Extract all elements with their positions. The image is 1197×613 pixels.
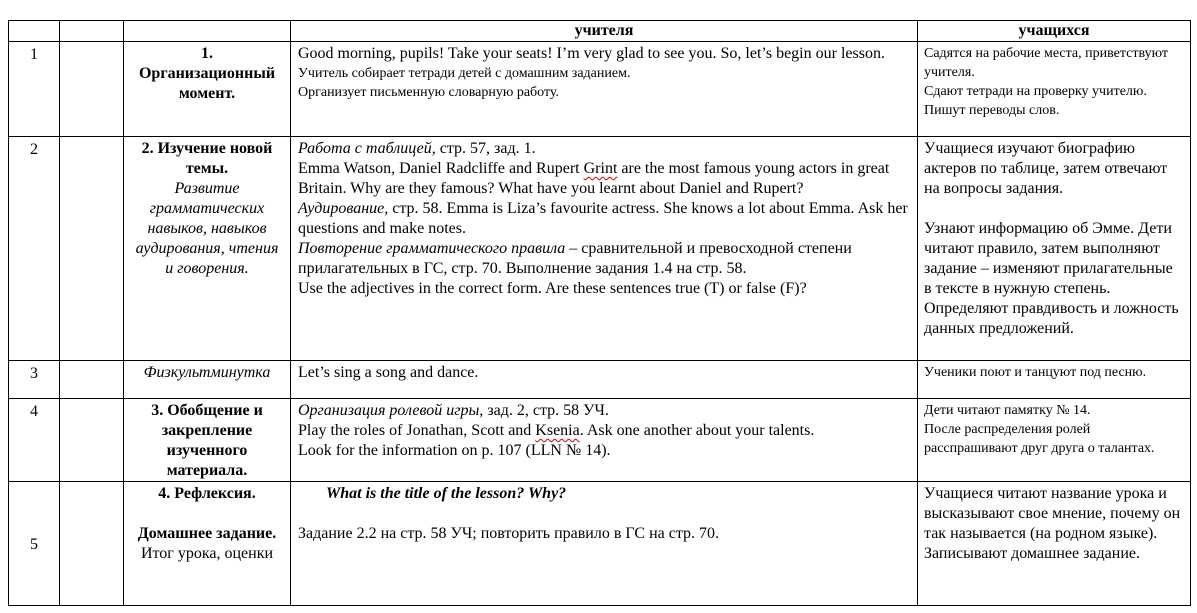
teacher-text: Use the adjectives in the correct form. Are these sentences true (T) or false (F)? [298,280,807,297]
table-row [9,137,1191,361]
table-row [9,482,1191,606]
blank-cell [60,42,124,137]
stage-title: 3. Обобщение и закрепление изученного материала. [151,402,263,479]
row-number: 2 [9,137,60,361]
students-cell [918,137,1191,361]
header-cell-blank [60,21,124,42]
students-cell [918,482,1191,606]
stage-title: Организационный [138,65,276,82]
blank-cell [60,361,124,399]
stage-title: момент. [178,85,236,102]
students-cell [918,361,1191,399]
row-number: 4 [9,399,60,482]
table-row [9,361,1191,399]
teacher-cell [291,399,918,482]
blank-cell [60,399,124,482]
stage-cell [124,399,291,482]
lesson-plan-table [8,20,1191,606]
teacher-text: Look for the information on p. 107 (LLN № 14). [298,442,611,459]
header-row [9,21,1191,42]
reflection-question: What is the title of the lesson? Why? [326,485,567,502]
blank-cell [60,137,124,361]
students-text: Учащиеся изучают биографию актеров по таблице, затем отвечают на вопросы задания. [924,140,1168,197]
table-row [9,42,1191,137]
students-text: Сдают тетради на проверку учителю. [924,84,1147,99]
teacher-cell [291,42,918,137]
teacher-text: Play the roles of Jonathan, Scott and Ksenia. Ask one another about your talents. [298,422,815,439]
teacher-text: Emma Watson, Daniel Radcliffe and Rupert Grint are the most famous young actors in great Britain. Why are they famous? What have you learnt about Daniel and Rupert? [298,160,890,197]
stage-subtitle: Физкультминутка [143,364,271,381]
table-row [9,399,1191,482]
stage-title: Домашнее задание. [137,525,277,542]
teacher-text: Организация ролевой игры, зад. 2, стр. 58 УЧ. [298,402,609,419]
row-number: 5 [9,482,60,606]
students-text: Ученики поют и танцуют под песню. [924,365,1147,380]
teacher-note: Организует письменную словарную работу. [298,85,560,100]
teacher-text: Аудирование, стр. 58. Emma is Liza’s favourite actress. She knows a lot about Emma. Ask her questions and make notes. [298,200,908,237]
row-number: 3 [9,361,60,399]
stage-cell [124,137,291,361]
blank-cell [60,482,124,606]
students-text: Садятся на рабочие места, приветствуют учителя. [924,46,1168,80]
teacher-text: Good morning, pupils! Take your seats! I’m very glad to see you. So, let’s begin our lesson. [298,45,885,62]
header-students: учащихся [918,21,1191,42]
teacher-text: Работа с таблицей, стр. 57, зад. 1. [298,140,536,157]
students-text: Учащиеся читают название урока и высказывают свое мнение, почему он так называется (на родном языке). Записывают домашнее задание. [924,485,1181,562]
row-number: 1 [9,42,60,137]
stage-title: 4. Рефлексия. [158,485,256,502]
students-cell [918,399,1191,482]
students-text: Дети читают памятку № 14. [924,403,1091,418]
header-cell-num [9,21,60,42]
header-teacher: учителя [291,21,918,42]
stage-cell [124,482,291,606]
stage-cell [124,361,291,399]
teacher-text: Let’s sing a song and dance. [298,364,479,381]
homework-text: Задание 2.2 на стр. 58 УЧ; повторить правило в ГС на стр. 70. [298,525,720,542]
students-text: После распределения ролей расспрашивают друг друга о талантах. [924,422,1155,456]
stage-note: Итог урока, оценки [140,545,274,562]
stage-subtitle: Развитие грамматических навыков, навыков аудирования, чтения и говорения. [135,180,279,277]
teacher-cell [291,482,918,606]
teacher-note: Учитель собирает тетради детей с домашним заданием. [298,66,631,81]
stage-cell [124,42,291,137]
teacher-cell [291,361,918,399]
header-cell-stage [124,21,291,42]
students-text: Узнают информацию об Эмме. Дети читают правило, затем выполняют задание – изменяют прилагательные в тексте в нужную степень. Определяют правдивость и ложность данных предложений. [924,220,1179,337]
teacher-cell [291,137,918,361]
stage-title: 1. [201,45,213,62]
stage-title: 2. Изучение новой темы. [141,140,273,177]
students-cell [918,42,1191,137]
students-text: Пишут переводы слов. [924,103,1060,118]
teacher-text: Повторение грамматического правила – сравнительной и превосходной степени прилагательных в ГС, стр. 70. Выполнение задания 1.4 на стр. 58. [298,240,852,277]
